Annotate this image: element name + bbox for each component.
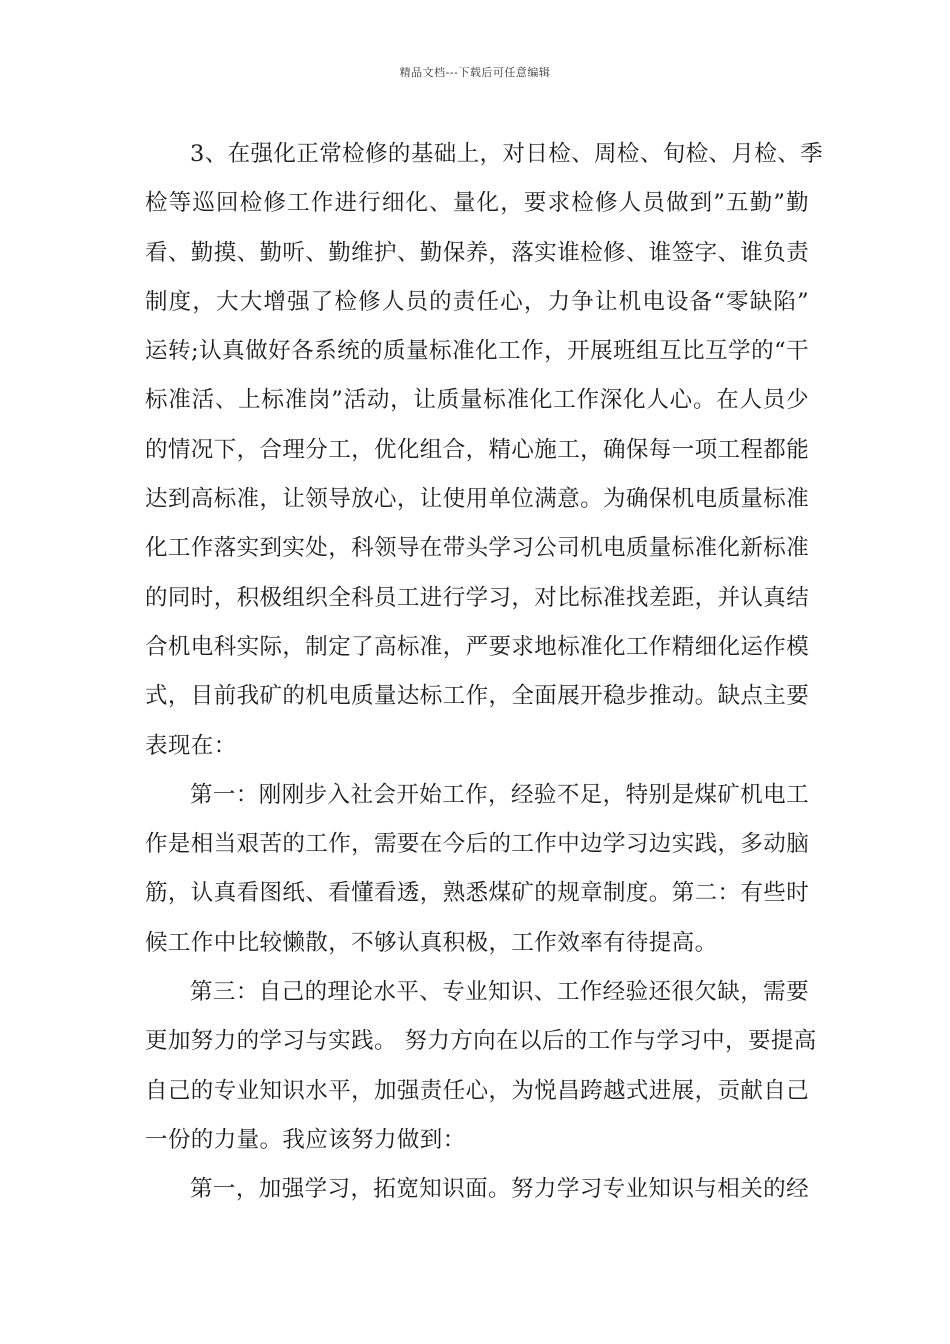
paragraph-line: 更加努力的学习与实践。 努力方向在以后的工作与学习中，要提高: [145, 1028, 817, 1055]
paragraph-line: 作是相当艰苦的工作，需要在今后的工作中边学习边实践，多动脑: [145, 831, 810, 858]
paragraph-line: 检等巡回检修工作进行细化、量化，要求检修人员做到”五勤”勤: [145, 190, 809, 217]
paragraph-line: 候工作中比较懒散，不够认真积极，工作效率有待提高。: [145, 929, 718, 956]
paragraph-line: 化工作落实到实处，科领导在带头学习公司机电质量标准化新标准: [145, 535, 810, 562]
paragraph-line: 式，目前我矿的机电质量达标工作，全面展开稳步推动。缺点主要: [145, 683, 810, 710]
paragraph-line: 3、在强化正常检修的基础上，对日检、周检、旬检、月检、季: [190, 141, 824, 167]
page-header: 精品文档---下载后可任意编辑: [399, 66, 551, 79]
paragraph-line: 一份的力量。我应该努力做到：: [145, 1126, 466, 1153]
paragraph-line: 第三：自己的理论水平、专业知识、工作经验还很欠缺，需要: [190, 979, 809, 1006]
document-body: [145, 130, 824, 1215]
paragraph-line: 自己的专业知识水平，加强责任心，为悦昌跨越式进展，贡献自己: [145, 1077, 810, 1104]
paragraph-line: 筋，认真看图纸、看懂看透，熟悉煤矿的规章制度。第二：有些时: [145, 880, 810, 907]
paragraph-line: 制度，大大增强了检修人员的责任心，力争让机电设备“零缺陷”: [145, 288, 809, 315]
paragraph-line: 第一，加强学习，拓宽知识面。努力学习专业知识与相关的经: [190, 1176, 809, 1203]
paragraph-line: 标准活、上标准岗”活动，让质量标准化工作深化人心。在人员少: [145, 387, 809, 414]
paragraph-line: 运转;认真做好各系统的质量标准化工作，开展班组互比互学的“干: [145, 338, 809, 365]
paragraph-line: 表现在：: [145, 732, 237, 759]
paragraph-line: 的同时，积极组织全科员工进行学习，对比标准找差距，并认真结: [145, 584, 810, 611]
paragraph-line: 第一：刚刚步入社会开始工作，经验不足，特别是煤矿机电工: [190, 781, 809, 808]
paragraph-line: 看、勤摸、勤听、勤维护、勤保养，落实谁检修、谁签字、谁负责: [145, 239, 810, 266]
paragraph-line: 合机电科实际，制定了高标准，严要求地标准化工作精细化运作模: [145, 633, 810, 660]
paragraph-line: 达到高标准，让领导放心，让使用单位满意。为确保机电质量标准: [145, 486, 810, 513]
paragraph-line: 的情况下，合理分工，优化组合，精心施工，确保每一项工程都能: [145, 436, 810, 463]
